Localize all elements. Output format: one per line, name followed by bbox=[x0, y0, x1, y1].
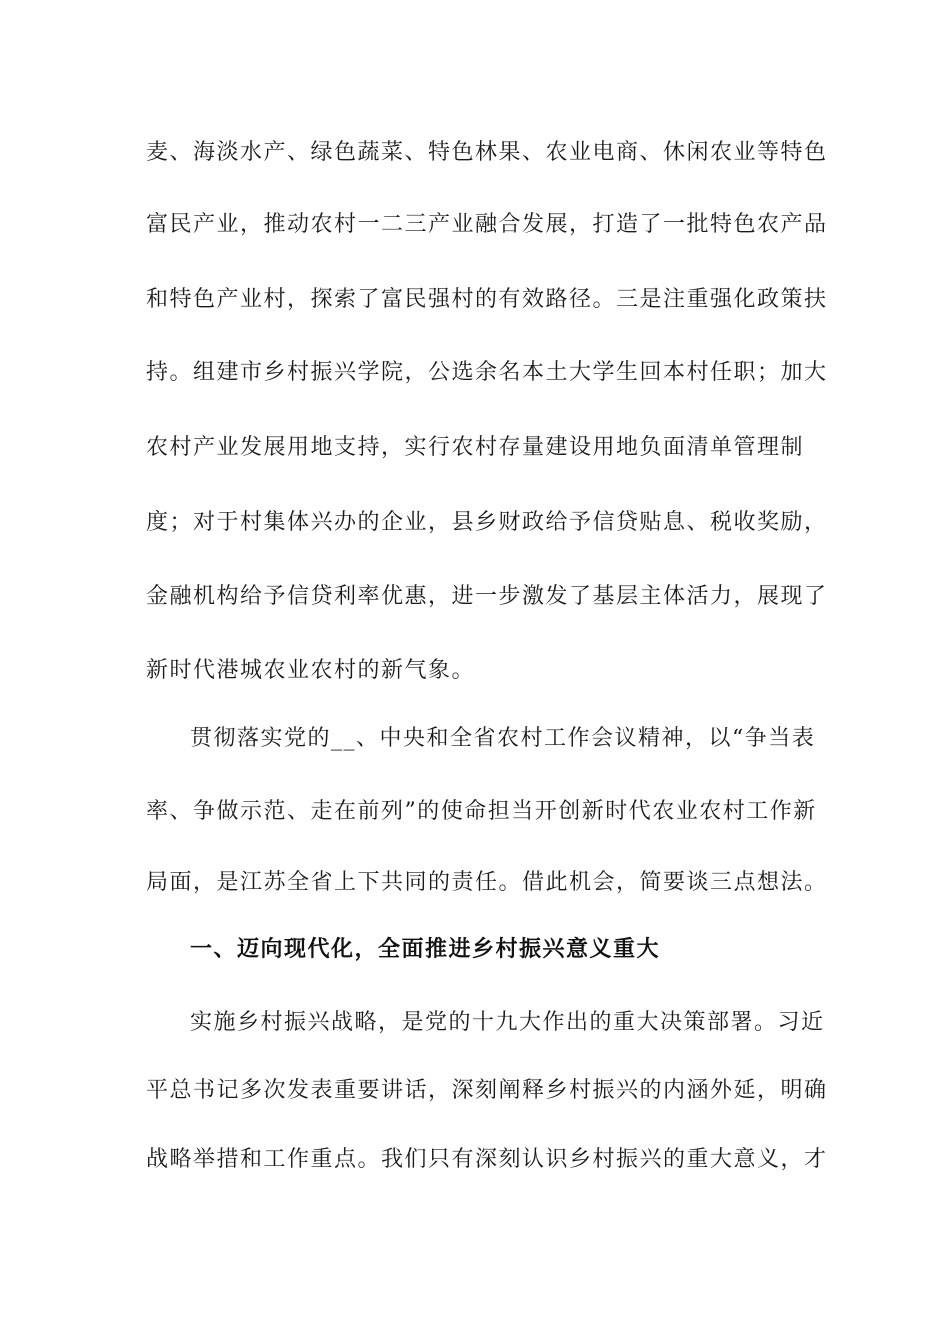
paragraph-line: 实施乡村振兴战略，是党的十九大作出的重大决策部署。习近 bbox=[190, 1010, 825, 1035]
paragraph-line: 贯彻落实党的__、中央和全省农村工作会议精神，以“争当表 bbox=[190, 726, 816, 751]
paragraph-line: 富民产业，推动农村一二三产业融合发展，打造了一批特色农产品 bbox=[146, 212, 828, 237]
paragraph-line: 和特色产业村，探索了富民强村的有效路径。三是注重强化政策扶 bbox=[146, 287, 828, 312]
paragraph-line: 农村产业发展用地支持，实行农村存量建设用地负面清单管理制 bbox=[146, 435, 805, 460]
paragraph-line: 局面，是江苏全省上下共同的责任。借此机会，简要谈三点想法。 bbox=[146, 870, 828, 895]
paragraph-line: 率、争做示范、走在前列”的使命担当开创新时代农业农村工作新 bbox=[146, 799, 817, 824]
paragraph-line: 麦、海淡水产、绿色蔬菜、特色林果、农业电商、休闲农业等特色 bbox=[146, 140, 828, 165]
paragraph-line: 持。组建市乡村振兴学院，公选余名本土大学生回本村任职；加大 bbox=[146, 360, 828, 385]
paragraph-line: 金融机构给予信贷利率优惠，进一步激发了基层主体活力，展现了 bbox=[146, 584, 828, 609]
section-heading: 一、迈向现代化，全面推进乡村振兴意义重大 bbox=[190, 937, 661, 962]
paragraph-line: 新时代港城农业农村的新气象。 bbox=[146, 658, 476, 683]
paragraph-line: 平总书记多次发表重要讲话，深刻阐释乡村振兴的内涵外延，明确 bbox=[146, 1078, 828, 1103]
paragraph-line: 度；对于村集体兴办的企业，县乡财政给予信贷贴息、税收奖励， bbox=[146, 510, 828, 535]
paragraph-line: 战略举措和工作重点。我们只有深刻认识乡村振兴的重大意义，才 bbox=[146, 1147, 828, 1172]
